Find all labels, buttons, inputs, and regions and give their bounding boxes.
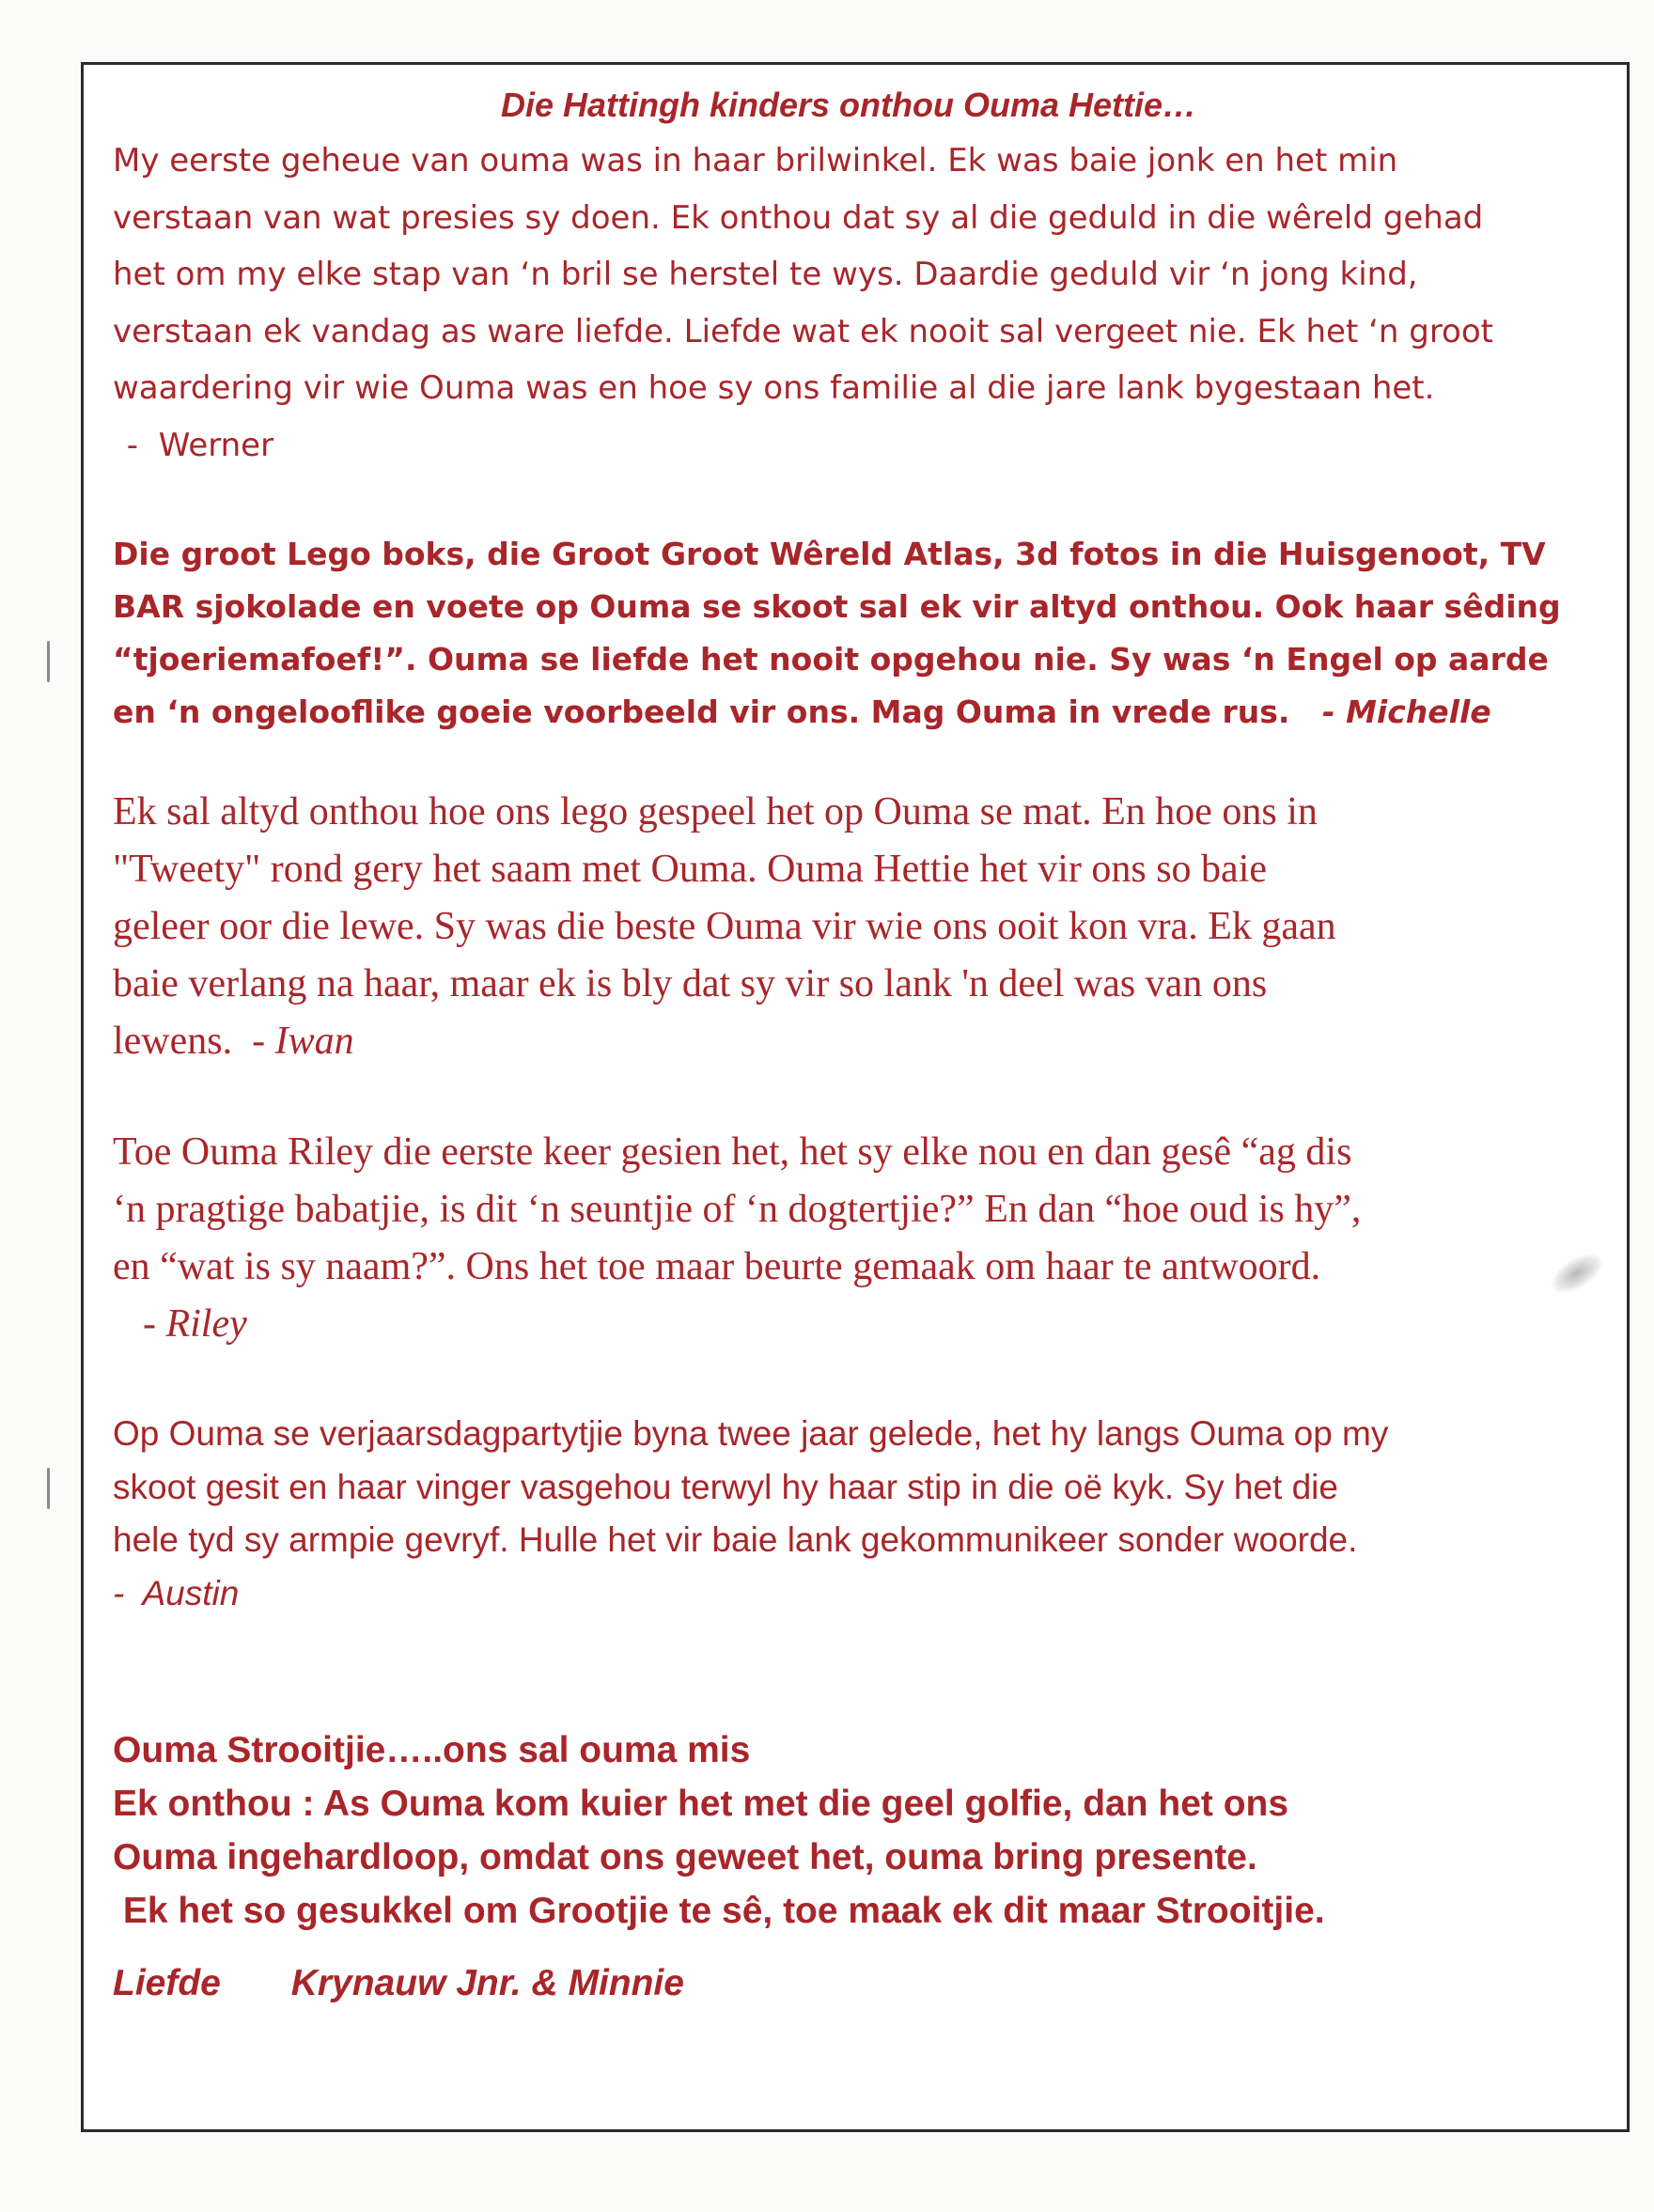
text-line: Ouma ingehardloop, omdat ons geweet het, ouma bring presente. bbox=[113, 1837, 1257, 1877]
text-line: Ek onthou : As Ouma kom kuier het met die geel golfie, dan het ons bbox=[113, 1784, 1289, 1824]
text-line: geleer oor die lewe. Sy was die beste Ouma vir wie ons ooit kon vra. Ek gaan bbox=[113, 905, 1336, 948]
text-line: “tjoeriemafoef!”. Ouma se liefde het nooit opgehou nie. Sy was ‘n Engel op aarde bbox=[113, 641, 1549, 678]
text-line: skoot gesit en haar vinger vasgehou terwyl hy haar stip in die oë kyk. Sy het die bbox=[113, 1467, 1338, 1506]
text-line: waardering vir wie Ouma was en hoe sy ons familie al die jare lank bygestaan het. bbox=[113, 369, 1435, 407]
text-line: en “wat is sy naam?”. Ons het toe maar beurte gemaak om haar te antwoord. bbox=[113, 1245, 1321, 1288]
text-line: Ek sal altyd onthou hoe ons lego gespeel het op Ouma se mat. En hoe ons in bbox=[113, 790, 1318, 833]
text-line: BAR sjokolade en voete op Ouma se skoot sal ek vir altyd onthou. Ook haar sêding bbox=[113, 588, 1561, 625]
tribute-werner bbox=[113, 132, 1607, 474]
text-line: hele tyd sy armpie gevryf. Hulle het vir baie lank gekommunikeer sonder woorde. bbox=[113, 1520, 1358, 1559]
text-line bbox=[113, 686, 1607, 739]
text-line: Toe Ouma Riley die eerste keer gesien het, het sy elke nou en dan gesê “ag dis bbox=[113, 1130, 1352, 1174]
tribute-austin bbox=[113, 1408, 1607, 1620]
text-line: Die groot Lego boks, die Groot Groot Wêreld Atlas, 3d fotos in die Huisgenoot, TV bbox=[113, 536, 1546, 572]
scan-mark bbox=[47, 1468, 50, 1509]
text-line: Op Ouma se verjaarsdagpartytjie byna twee jaar gelede, het hy langs Ouma op my bbox=[113, 1414, 1389, 1453]
tribute-michelle bbox=[113, 528, 1607, 739]
tribute-krynauw bbox=[113, 1723, 1607, 2010]
header bbox=[113, 79, 1607, 132]
signature-austin: - Austin bbox=[113, 1573, 240, 1612]
page-title: Die Hattingh kinders onthou Ouma Hettie… bbox=[500, 86, 1197, 124]
closing-word: Liefde bbox=[113, 1963, 221, 2003]
text-line: het om my elke stap van ‘n bril se herstel te wys. Daardie geduld vir ‘n jong kind, bbox=[113, 256, 1418, 293]
text-line: ‘n pragtige babatjie, is dit ‘n seuntjie of ‘n dogtertjie?” En dan “hoe oud is hy”, bbox=[113, 1188, 1362, 1231]
signature-riley: - Riley bbox=[143, 1302, 247, 1346]
scan-mark bbox=[47, 641, 50, 682]
text-line: Ouma Strooitjie…..ons sal ouma mis bbox=[113, 1730, 751, 1770]
signature-michelle: - Michelle bbox=[1311, 693, 1491, 730]
signature-werner: - Werner bbox=[117, 426, 274, 464]
text-line-end: en ‘n ongelooflike goeie voorbeeld vir ons. Mag Ouma in vrede rus. bbox=[113, 693, 1290, 730]
text-line: My eerste geheue van ouma was in haar brilwinkel. Ek was baie jonk en het min bbox=[113, 142, 1398, 179]
tribute-riley bbox=[113, 1124, 1607, 1353]
closing-line bbox=[113, 1956, 1607, 2010]
text-line: verstaan van wat presies sy doen. Ek onthou dat sy al die geduld in die wêreld gehad bbox=[113, 198, 1484, 237]
tribute-iwan bbox=[113, 784, 1607, 1070]
text-line: verstaan ek vandag as ware liefde. Liefde wat ek nooit sal vergeet nie. Ek het ‘n groot bbox=[113, 312, 1493, 350]
text-line bbox=[113, 1013, 1607, 1070]
text-line: baie verlang na haar, maar ek is bly dat sy vir so lank 'n deel was van ons bbox=[113, 962, 1268, 1005]
signature-krynauw-minnie: Krynauw Jnr. & Minnie bbox=[290, 1963, 684, 2003]
text-line-end: lewens. - bbox=[113, 1020, 266, 1063]
text-line: "Tweety" rond gery het saam met Ouma. Ouma Hettie het vir ons so baie bbox=[113, 848, 1268, 891]
text-line: Ek het so gesukkel om Grootjie te sê, toe maak ek dit maar Strooitjie. bbox=[113, 1891, 1325, 1931]
signature-iwan: Iwan bbox=[274, 1020, 354, 1063]
